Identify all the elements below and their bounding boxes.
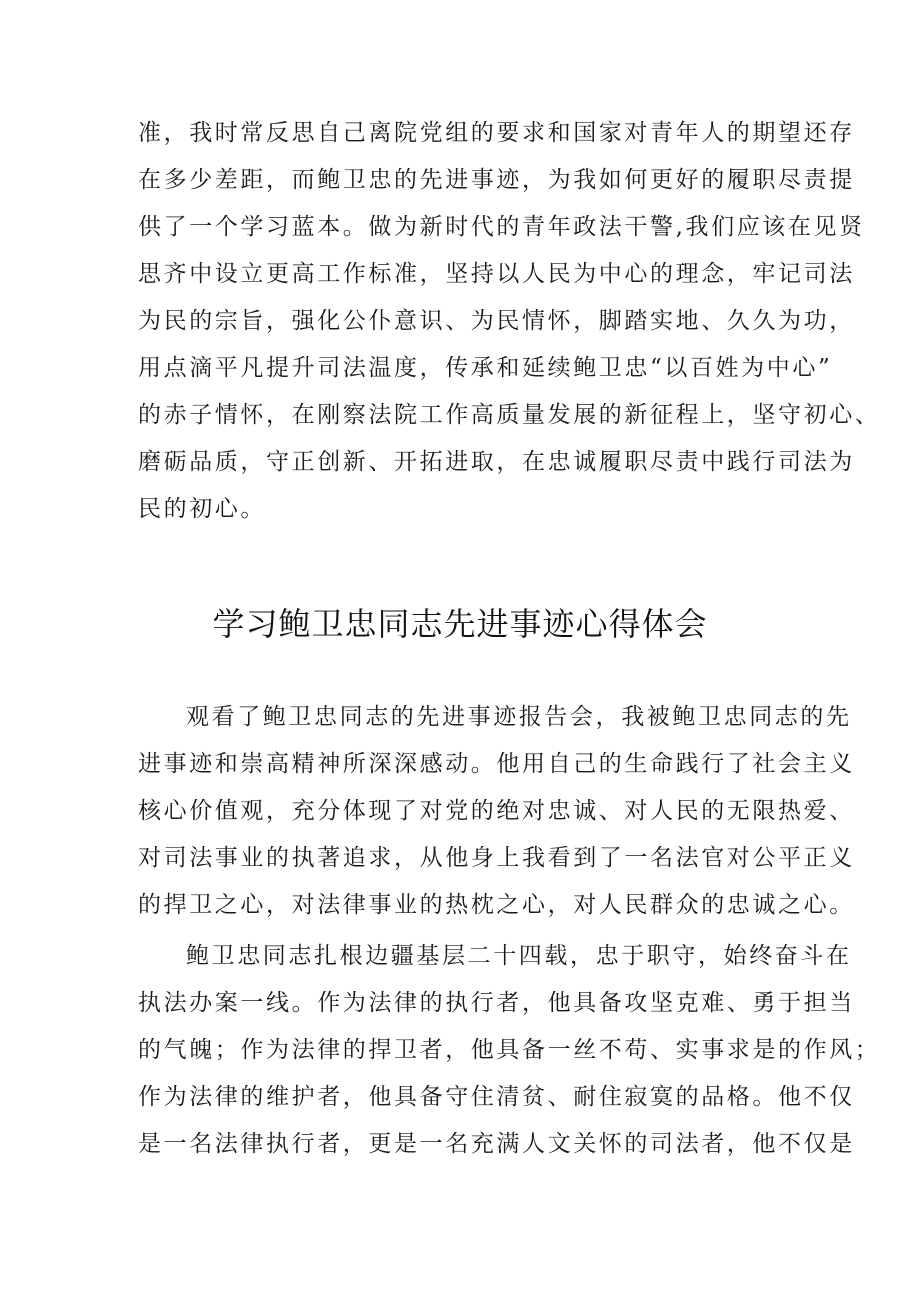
paragraph-line: 思齐中设立更高工作标准，坚持以人民为中心的理念，牢记司法 <box>138 261 855 287</box>
paragraph-line: 观看了鲍卫忠同志的先进事迹报告会，我被鲍卫忠同志的先 <box>186 704 852 730</box>
paragraph-line: 鲍卫忠同志扎根边疆基层二十四载，忠于职守，始终奋斗在 <box>186 943 852 969</box>
paragraph-line: 的捍卫之心，对法律事业的热枕之心，对人民群众的忠诚之心。 <box>138 892 855 918</box>
paragraph-line: 的赤子情怀，在刚察法院工作高质量发展的新征程上，坚守初心、 <box>138 402 881 428</box>
article-title: 学习鲍卫忠同志先进事迹心得体会 <box>212 605 708 643</box>
paragraph-line: 在多少差距，而鲍卫忠的先进事迹，为我如何更好的履职尽责提 <box>138 167 855 193</box>
paragraph-line: 执法办案一线。作为法律的执行者，他具备攻坚克难、勇于担当 <box>138 990 855 1016</box>
paragraph-line: 准，我时常反思自己离院党组的要求和国家对青年人的期望还存 <box>138 120 855 146</box>
paragraph-line: 磨砺品质，守正创新、开拓进取，在忠诚履职尽责中践行司法为 <box>138 449 855 475</box>
paragraph-line: 核心价值观，充分体现了对党的绝对忠诚、对人民的无限热爱、 <box>138 798 855 824</box>
paragraph-line: 对司法事业的执著追求，从他身上我看到了一名法官对公平正义 <box>138 845 855 871</box>
paragraph-line: 民的初心。 <box>138 496 266 522</box>
paragraph-line: 是一名法律执行者，更是一名充满人文关怀的司法者，他不仅是 <box>138 1131 855 1157</box>
paragraph-line: 进事迹和崇高精神所深深感动。他用自己的生命践行了社会主义 <box>138 751 855 777</box>
paragraph-line: 作为法律的维护者，他具备守住清贫、耐住寂寞的品格。他不仅 <box>138 1084 855 1110</box>
paragraph-line: 为民的宗旨，强化公仆意识、为民情怀，脚踏实地、久久为功， <box>138 308 855 334</box>
paragraph-line: 供了一个学习蓝本。做为新时代的青年政法干警,我们应该在见贤 <box>138 214 865 240</box>
paragraph-line: 的气魄；作为法律的捍卫者，他具备一丝不苟、实事求是的作风； <box>138 1037 881 1063</box>
paragraph-line: 用点滴平凡提升司法温度，传承和延续鲍卫忠“以百姓为中心” <box>138 355 833 381</box>
